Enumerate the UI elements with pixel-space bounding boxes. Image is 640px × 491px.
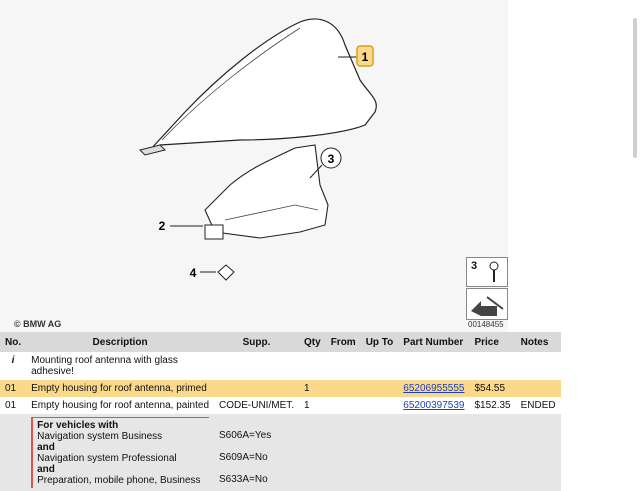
row-from bbox=[326, 397, 361, 414]
col-supp: Supp. bbox=[214, 332, 299, 352]
condition-code: S633A=No bbox=[219, 474, 268, 485]
col-qty: Qty bbox=[299, 332, 326, 352]
legend-screw-thumbnail bbox=[466, 257, 508, 287]
condition-label: Navigation system Professional bbox=[37, 453, 177, 464]
row-from bbox=[326, 380, 361, 397]
callout-4-label: 4 bbox=[189, 266, 197, 280]
row-notes: ENDED bbox=[516, 397, 561, 414]
condition-code: S606A=Yes bbox=[219, 430, 272, 441]
col-description: Description bbox=[26, 332, 214, 352]
col-price: Price bbox=[469, 332, 515, 352]
condition-joiner: and bbox=[37, 442, 55, 453]
condition-code: S609A=No bbox=[219, 452, 268, 463]
row-qty: 1 bbox=[299, 397, 326, 414]
part-number-link[interactable]: 65206955555 bbox=[403, 383, 465, 394]
antenna-module-shape bbox=[205, 145, 328, 238]
conditions-block bbox=[31, 417, 209, 488]
row-qty: 1 bbox=[299, 380, 326, 397]
callout-2-label: 2 bbox=[158, 219, 166, 233]
col-notes: Notes bbox=[516, 332, 561, 352]
copyright: © BMW AG bbox=[14, 319, 62, 329]
col-no: No. bbox=[0, 332, 26, 352]
table-row[interactable] bbox=[0, 397, 561, 414]
callout-1-label: 1 bbox=[361, 50, 369, 64]
screw-icon bbox=[467, 258, 507, 286]
legend-number: 3 bbox=[471, 260, 478, 272]
conditions-heading: For vehicles with bbox=[37, 420, 119, 431]
figure-number: 00148455 bbox=[468, 320, 504, 329]
col-part-number: Part Number bbox=[398, 332, 469, 352]
part-number-link[interactable]: 65200397539 bbox=[403, 400, 465, 411]
col-upto: Up To bbox=[361, 332, 399, 352]
legend-arrow-thumbnail bbox=[466, 288, 508, 320]
info-icon: i bbox=[0, 352, 26, 380]
row-upto bbox=[361, 397, 399, 414]
row-upto bbox=[361, 380, 399, 397]
condition-label: Navigation system Business bbox=[37, 431, 163, 442]
row-price: $54.55 bbox=[469, 380, 515, 397]
conditions-row bbox=[0, 414, 561, 491]
row-no: 01 bbox=[0, 397, 26, 414]
row-notes bbox=[516, 380, 561, 397]
arrow-icon bbox=[467, 289, 507, 319]
table-row bbox=[0, 352, 561, 380]
row-description: Empty housing for roof antenna, primed bbox=[26, 380, 214, 397]
row-no: 01 bbox=[0, 380, 26, 397]
table-row[interactable] bbox=[0, 380, 561, 397]
row-supp: CODE-UNI/MET. bbox=[214, 397, 299, 414]
row-description: Mounting roof antenna with glass adhesive! bbox=[26, 352, 214, 380]
col-from: From bbox=[326, 332, 361, 352]
callout-3-label: 3 bbox=[327, 152, 335, 166]
row-description: Empty housing for roof antenna, painted bbox=[26, 397, 214, 414]
condition-joiner: and bbox=[37, 464, 55, 475]
row-supp bbox=[214, 380, 299, 397]
table-header-row bbox=[0, 332, 561, 352]
condition-label: Preparation, mobile phone, Business bbox=[37, 475, 201, 486]
row-price: $152.35 bbox=[469, 397, 515, 414]
scrollbar[interactable] bbox=[633, 18, 637, 158]
antenna-cover-shape bbox=[150, 19, 376, 150]
parts-table bbox=[0, 332, 561, 491]
